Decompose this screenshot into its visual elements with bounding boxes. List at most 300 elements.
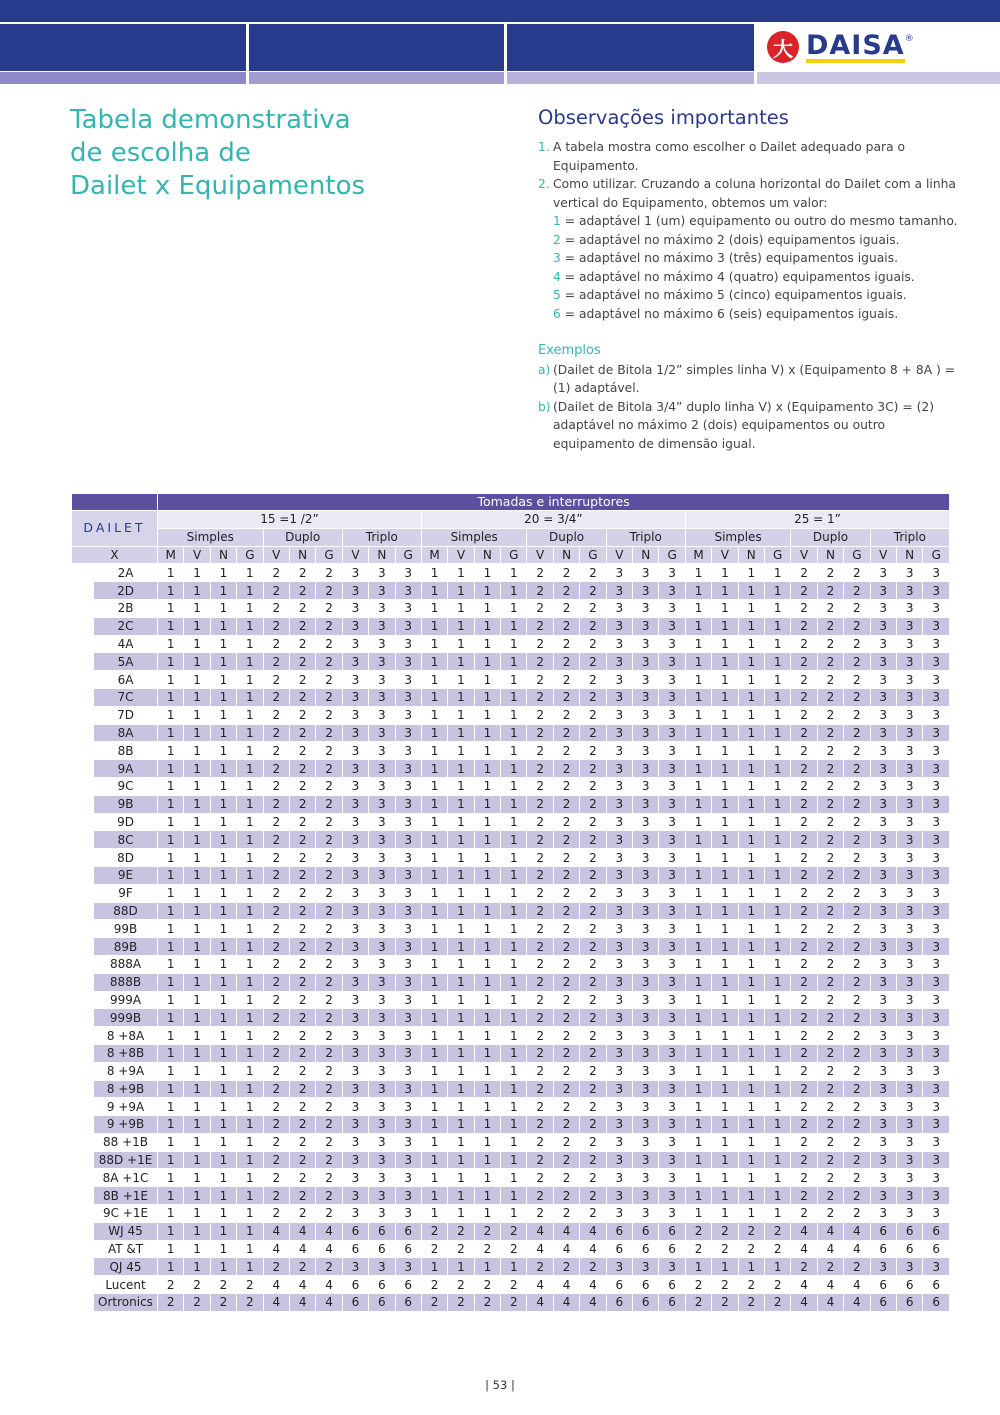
table-cell: 2	[527, 938, 553, 956]
vertical-letter: E	[78, 1023, 87, 1038]
table-cell: 3	[633, 920, 659, 938]
table-cell: 2	[263, 1044, 289, 1062]
table-cell: 2	[817, 1062, 843, 1080]
table-cell: 2	[289, 1027, 315, 1045]
table-cell: 3	[633, 955, 659, 973]
table-cell: 3	[606, 653, 632, 671]
table-cell: 1	[685, 1009, 711, 1027]
table-cell: 2	[553, 635, 579, 653]
table-cell: 4	[791, 1222, 817, 1240]
table-cell: 1	[501, 1116, 527, 1134]
table-cell: 3	[923, 671, 950, 689]
table-cell: 1	[712, 742, 738, 760]
equipment-name: 8 +9A	[94, 1062, 158, 1080]
table-cell: 3	[395, 1187, 421, 1205]
table-cell: 1	[448, 920, 474, 938]
table-cell: 1	[764, 902, 790, 920]
table-cell: 3	[633, 1258, 659, 1276]
header-spacer	[72, 494, 158, 511]
table-cell: 1	[448, 1151, 474, 1169]
table-cell: 2	[791, 1116, 817, 1134]
table-cell: 2	[791, 1187, 817, 1205]
table-cell: 2	[263, 902, 289, 920]
table-cell: 6	[395, 1222, 421, 1240]
table-top-header: Tomadas e interruptores	[158, 494, 950, 511]
table-cell: 2	[791, 688, 817, 706]
table-cell: 3	[395, 831, 421, 849]
brand-name: DAISA	[806, 29, 905, 61]
table-cell: 1	[184, 777, 210, 795]
header-stripe	[0, 72, 246, 84]
table-cell: 1	[501, 1080, 527, 1098]
table-cell: 1	[685, 938, 711, 956]
value-text: = adaptável no máximo 5 (cinco) equipamentos iguais.	[560, 288, 907, 302]
table-cell: 2	[316, 1116, 342, 1134]
table-cell: 1	[448, 1009, 474, 1027]
table-cell: 3	[633, 582, 659, 600]
table-cell: 1	[237, 599, 263, 617]
table-cell: 1	[712, 1009, 738, 1027]
table-cell: 2	[553, 1169, 579, 1187]
table-cell: 3	[870, 1098, 896, 1116]
table-cell: 2	[289, 831, 315, 849]
table-cell: 1	[764, 849, 790, 867]
table-cell: 3	[896, 831, 922, 849]
table-cell: 1	[184, 813, 210, 831]
table-cell: 1	[421, 1169, 447, 1187]
table-cell: 3	[923, 1027, 950, 1045]
table-cell: 3	[606, 795, 632, 813]
table-row	[72, 1062, 950, 1080]
table-cell: 1	[685, 599, 711, 617]
size-letter: M	[421, 546, 447, 564]
table-cell: 1	[210, 866, 236, 884]
table-row	[72, 1240, 950, 1258]
equipment-name: 8A +1C	[94, 1169, 158, 1187]
table-cell: 3	[395, 671, 421, 689]
table-cell: 3	[659, 760, 685, 778]
table-cell: 3	[896, 902, 922, 920]
table-cell: 2	[844, 920, 870, 938]
table-cell: 2	[817, 1133, 843, 1151]
table-cell: 1	[474, 1044, 500, 1062]
table-cell: 1	[474, 582, 500, 600]
table-cell: 3	[923, 991, 950, 1009]
table-cell: 2	[263, 688, 289, 706]
table-cell: 2	[527, 671, 553, 689]
table-cell: 3	[369, 955, 395, 973]
table-cell: 3	[923, 902, 950, 920]
table-cell: 2	[791, 1062, 817, 1080]
table-cell: 1	[501, 866, 527, 884]
table-cell: 3	[606, 813, 632, 831]
vertical-letter: O	[77, 1210, 88, 1225]
table-cell: 2	[316, 564, 342, 582]
table-cell: 2	[553, 1116, 579, 1134]
table-cell: 1	[712, 582, 738, 600]
table-row	[72, 1009, 950, 1027]
header-segment	[0, 24, 246, 71]
table-cell: 1	[158, 902, 184, 920]
table-cell: 3	[342, 831, 368, 849]
table-cell: 3	[870, 1187, 896, 1205]
table-cell: 2	[553, 1027, 579, 1045]
table-cell: 2	[474, 1240, 500, 1258]
table-cell: 2	[289, 582, 315, 600]
table-cell: 2	[289, 742, 315, 760]
table-cell: 1	[158, 688, 184, 706]
table-cell: 3	[870, 795, 896, 813]
table-cell: 3	[342, 991, 368, 1009]
table-cell: 2	[263, 813, 289, 831]
type-header: Duplo	[791, 528, 870, 546]
table-cell: 1	[184, 617, 210, 635]
table-cell: 3	[896, 1062, 922, 1080]
table-cell: 2	[844, 599, 870, 617]
table-cell: 3	[369, 849, 395, 867]
value-number: 1	[553, 214, 561, 228]
table-cell: 2	[263, 1009, 289, 1027]
table-cell: 2	[289, 866, 315, 884]
table-cell: 3	[870, 671, 896, 689]
table-cell: 2	[844, 884, 870, 902]
table-cell: 1	[184, 1027, 210, 1045]
table-cell: 1	[738, 671, 764, 689]
table-cell: 3	[870, 564, 896, 582]
table-cell: 2	[289, 671, 315, 689]
size-letter: V	[448, 546, 474, 564]
table-cell: 3	[342, 777, 368, 795]
table-cell: 2	[791, 938, 817, 956]
table-cell: 3	[659, 635, 685, 653]
table-cell: 2	[527, 706, 553, 724]
table-cell: 1	[210, 795, 236, 813]
table-cell: 1	[738, 920, 764, 938]
table-cell: 2	[553, 849, 579, 867]
table-cell: 1	[210, 991, 236, 1009]
table-cell: 1	[474, 973, 500, 991]
size-letter: G	[501, 546, 527, 564]
table-row	[72, 635, 950, 653]
table-cell: 3	[923, 617, 950, 635]
equipment-name: 5A	[94, 653, 158, 671]
table-cell: 3	[633, 1133, 659, 1151]
table-cell: 2	[527, 831, 553, 849]
table-cell: 2	[527, 599, 553, 617]
table-cell: 2	[817, 955, 843, 973]
table-cell: 2	[527, 973, 553, 991]
table-cell: 1	[738, 1187, 764, 1205]
table-cell: 1	[738, 884, 764, 902]
table-cell: 3	[923, 938, 950, 956]
table-cell: 3	[870, 991, 896, 1009]
table-row	[72, 795, 950, 813]
table-cell: 6	[633, 1240, 659, 1258]
table-cell: 1	[210, 1258, 236, 1276]
table-cell: 1	[738, 688, 764, 706]
table-cell: 2	[580, 1187, 606, 1205]
table-cell: 1	[448, 831, 474, 849]
table-cell: 2	[316, 1098, 342, 1116]
table-cell: 2	[817, 1187, 843, 1205]
table-cell: 2	[791, 866, 817, 884]
table-cell: 2	[421, 1240, 447, 1258]
table-cell: 1	[501, 849, 527, 867]
table-cell: 1	[738, 1098, 764, 1116]
table-cell: 2	[158, 1276, 184, 1294]
table-cell: 3	[342, 884, 368, 902]
table-cell: 1	[184, 1009, 210, 1027]
table-cell: 3	[369, 1098, 395, 1116]
table-cell: 2	[316, 1133, 342, 1151]
table-cell: 2	[817, 617, 843, 635]
table-cell: 1	[474, 706, 500, 724]
table-cell: 1	[738, 813, 764, 831]
equipment-name: 6A	[94, 671, 158, 689]
table-cell: 3	[606, 1205, 632, 1223]
table-cell: 2	[263, 795, 289, 813]
table-cell: 2	[791, 760, 817, 778]
table-cell: 1	[158, 1009, 184, 1027]
table-cell: 1	[474, 1062, 500, 1080]
table-cell: 4	[527, 1294, 553, 1312]
table-cell: 1	[474, 671, 500, 689]
equipment-name: 999A	[94, 991, 158, 1009]
table-cell: 2	[289, 777, 315, 795]
table-cell: 1	[738, 849, 764, 867]
dailet-equipment-table	[71, 493, 950, 1312]
table-cell: 2	[263, 742, 289, 760]
table-cell: 3	[395, 1080, 421, 1098]
table-row	[72, 884, 950, 902]
table-cell: 3	[342, 938, 368, 956]
table-cell: 1	[421, 831, 447, 849]
value-number: 3	[553, 251, 561, 265]
table-cell: 1	[501, 884, 527, 902]
table-cell: 2	[316, 1169, 342, 1187]
table-cell: 3	[923, 1062, 950, 1080]
table-cell: 3	[342, 671, 368, 689]
table-cell: 2	[844, 973, 870, 991]
table-cell: 2	[685, 1294, 711, 1312]
table-cell: 3	[395, 902, 421, 920]
table-cell: 3	[369, 795, 395, 813]
table-cell: 3	[369, 777, 395, 795]
table-cell: 1	[764, 1133, 790, 1151]
table-cell: 1	[237, 1044, 263, 1062]
table-cell: 1	[764, 938, 790, 956]
dailet-label: DAILET	[72, 511, 158, 547]
table-cell: 3	[369, 1080, 395, 1098]
table-cell: 2	[474, 1294, 500, 1312]
table-cell: 1	[184, 831, 210, 849]
table-cell: 2	[289, 1080, 315, 1098]
table-cell: 3	[923, 795, 950, 813]
table-cell: 3	[342, 760, 368, 778]
table-cell: 1	[210, 1098, 236, 1116]
table-cell: 2	[844, 1205, 870, 1223]
table-cell: 2	[580, 973, 606, 991]
table-cell: 1	[448, 1169, 474, 1187]
table-cell: 2	[316, 760, 342, 778]
table-cell: 1	[237, 777, 263, 795]
table-cell: 1	[474, 1098, 500, 1116]
type-header: Simples	[158, 528, 264, 546]
equipment-name: 8 +8A	[94, 1027, 158, 1045]
table-cell: 2	[580, 617, 606, 635]
table-cell: 6	[369, 1240, 395, 1258]
table-cell: 1	[712, 760, 738, 778]
table-row	[72, 1116, 950, 1134]
table-cell: 1	[712, 1258, 738, 1276]
table-cell: 2	[263, 1151, 289, 1169]
table-cell: 1	[237, 706, 263, 724]
table-cell: 1	[712, 955, 738, 973]
table-cell: 2	[580, 777, 606, 795]
table-cell: 1	[184, 1258, 210, 1276]
table-cell: 1	[237, 1062, 263, 1080]
table-cell: 1	[184, 1116, 210, 1134]
table-cell: 3	[369, 635, 395, 653]
table-cell: 2	[791, 884, 817, 902]
table-cell: 3	[369, 813, 395, 831]
table-cell: 1	[685, 1187, 711, 1205]
table-cell: 1	[237, 671, 263, 689]
table-cell: 3	[870, 955, 896, 973]
table-cell: 2	[263, 1116, 289, 1134]
table-cell: 1	[685, 1258, 711, 1276]
table-cell: 3	[659, 1205, 685, 1223]
table-cell: 3	[896, 973, 922, 991]
table-cell: 3	[606, 1027, 632, 1045]
table-cell: 3	[896, 1027, 922, 1045]
equipment-name: 9D	[94, 813, 158, 831]
table-cell: 3	[633, 688, 659, 706]
table-cell: 2	[448, 1240, 474, 1258]
table-cell: 2	[553, 831, 579, 849]
table-cell: 1	[210, 1027, 236, 1045]
size-letter: V	[263, 546, 289, 564]
table-cell: 1	[158, 866, 184, 884]
table-cell: 2	[289, 1151, 315, 1169]
table-cell: 3	[342, 920, 368, 938]
table-cell: 2	[289, 653, 315, 671]
table-cell: 3	[395, 1062, 421, 1080]
table-cell: 3	[369, 653, 395, 671]
table-cell: 1	[712, 564, 738, 582]
table-cell: 6	[342, 1240, 368, 1258]
table-cell: 1	[421, 564, 447, 582]
table-cell: 3	[606, 1044, 632, 1062]
table-cell: 6	[606, 1240, 632, 1258]
table-cell: 1	[738, 724, 764, 742]
table-cell: 1	[158, 1098, 184, 1116]
table-cell: 3	[342, 635, 368, 653]
table-cell: 6	[369, 1276, 395, 1294]
table-cell: 1	[210, 884, 236, 902]
table-cell: 1	[237, 866, 263, 884]
table-cell: 2	[580, 795, 606, 813]
table-cell: 1	[210, 671, 236, 689]
table-cell: 2	[844, 688, 870, 706]
table-cell: 2	[263, 635, 289, 653]
table-cell: 2	[527, 795, 553, 813]
table-cell: 1	[712, 1027, 738, 1045]
table-cell: 2	[263, 884, 289, 902]
table-cell: 1	[474, 599, 500, 617]
table-cell: 1	[184, 991, 210, 1009]
table-cell: 3	[606, 902, 632, 920]
table-cell: 2	[791, 991, 817, 1009]
table-cell: 3	[896, 1133, 922, 1151]
title-line: Dailet x Equipamentos	[70, 171, 366, 201]
table-cell: 2	[844, 671, 870, 689]
table-cell: 3	[923, 813, 950, 831]
table-cell: 3	[659, 617, 685, 635]
table-cell: 2	[289, 1205, 315, 1223]
table-cell: 2	[844, 902, 870, 920]
table-cell: 3	[606, 1151, 632, 1169]
table-cell: 2	[791, 635, 817, 653]
table-cell: 1	[474, 938, 500, 956]
table-cell: 3	[896, 795, 922, 813]
table-cell: 6	[395, 1294, 421, 1312]
table-cell: 1	[685, 920, 711, 938]
table-cell: 2	[316, 777, 342, 795]
table-cell: 3	[342, 1062, 368, 1080]
table-cell: 2	[316, 1044, 342, 1062]
table-cell: 1	[448, 1062, 474, 1080]
table-cell: 1	[158, 724, 184, 742]
table-cell: 3	[659, 973, 685, 991]
equipment-name: 8 +8B	[94, 1044, 158, 1062]
table-cell: 2	[553, 920, 579, 938]
table-cell: 1	[237, 1187, 263, 1205]
type-header: Duplo	[527, 528, 606, 546]
table-cell: 2	[580, 1205, 606, 1223]
table-cell: 2	[580, 902, 606, 920]
table-cell: 6	[896, 1222, 922, 1240]
table-cell: 2	[289, 635, 315, 653]
table-cell: 2	[553, 1258, 579, 1276]
table-cell: 4	[289, 1276, 315, 1294]
table-cell: 2	[580, 1258, 606, 1276]
table-cell: 1	[712, 1169, 738, 1187]
vertical-letter: A	[78, 899, 87, 914]
table-cell: 1	[237, 1116, 263, 1134]
table-cell: 4	[316, 1240, 342, 1258]
table-cell: 3	[659, 920, 685, 938]
table-cell: 2	[421, 1276, 447, 1294]
table-cell: 1	[501, 1062, 527, 1080]
table-cell: 1	[712, 795, 738, 813]
table-cell: 1	[712, 688, 738, 706]
table-row	[72, 760, 950, 778]
observation-item	[538, 175, 958, 212]
examples-heading: Exemplos	[538, 343, 601, 358]
table-cell: 1	[184, 582, 210, 600]
table-cell: 3	[633, 973, 659, 991]
table-cell: 2	[791, 1258, 817, 1276]
table-cell: 2	[738, 1294, 764, 1312]
table-cell: 3	[896, 1258, 922, 1276]
table-cell: 1	[210, 1133, 236, 1151]
table-cell: 1	[764, 1027, 790, 1045]
table-cell: 4	[844, 1276, 870, 1294]
table-cell: 3	[606, 599, 632, 617]
table-cell: 3	[606, 973, 632, 991]
table-cell: 2	[844, 1133, 870, 1151]
